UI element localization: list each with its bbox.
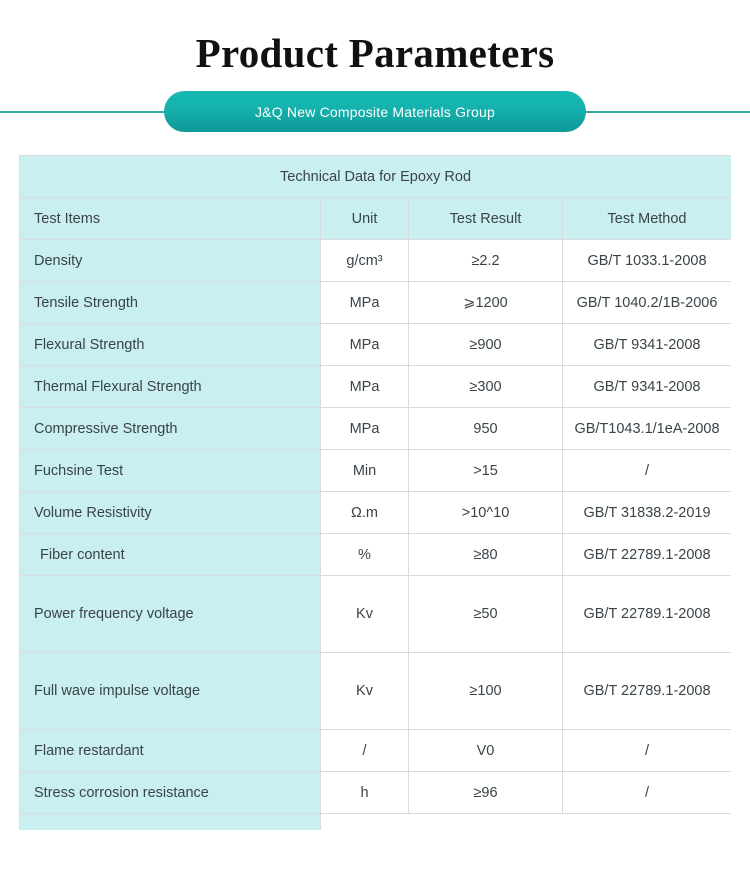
cell-test-method: GB/T 9341-2008 xyxy=(563,324,732,366)
cell-unit: MPa xyxy=(321,324,409,366)
cell-unit: % xyxy=(321,534,409,576)
cell-test-method: / xyxy=(563,730,732,772)
cell-test-method: GB/T 22789.1-2008 xyxy=(563,576,732,653)
cell-unit: MPa xyxy=(321,408,409,450)
badge-container xyxy=(0,91,750,133)
cell-test-method: GB/T 31838.2-2019 xyxy=(563,492,732,534)
cell-test-item: Fiber content xyxy=(20,534,321,576)
page-header xyxy=(0,0,750,140)
column-header-test-method: Test Method xyxy=(563,198,732,240)
cell-test-method: GB/T 9341-2008 xyxy=(563,366,732,408)
cell-test-method: GB/T 1033.1-2008 xyxy=(563,240,732,282)
cell-test-result: >10^10 xyxy=(409,492,563,534)
cell-test-method: / xyxy=(563,772,732,814)
table-row xyxy=(20,408,732,450)
cell-test-result: ≥300 xyxy=(409,366,563,408)
cell-test-item: Flexural Strength xyxy=(20,324,321,366)
column-header-test-result: Test Result xyxy=(409,198,563,240)
cell-test-item-clipped xyxy=(20,814,321,831)
table-header-row xyxy=(20,198,732,240)
cell-test-item: Density xyxy=(20,240,321,282)
cell-test-result: >15 xyxy=(409,450,563,492)
cell-test-result: ≥80 xyxy=(409,534,563,576)
cell-unit: Ω.m xyxy=(321,492,409,534)
cell-test-item: Full wave impulse voltage xyxy=(20,653,321,730)
company-badge-label: J&Q New Composite Materials Group xyxy=(254,103,495,120)
spec-table xyxy=(19,155,731,830)
cell-unit: Min xyxy=(321,450,409,492)
cell-test-result: 950 xyxy=(409,408,563,450)
cell-test-item: Fuchsine Test xyxy=(20,450,321,492)
cell-test-method: / xyxy=(563,450,732,492)
cell-unit: h xyxy=(321,772,409,814)
table-row-clipped xyxy=(20,814,732,831)
column-header-unit: Unit xyxy=(321,198,409,240)
cell-test-result: V0 xyxy=(409,730,563,772)
table-row xyxy=(20,730,732,772)
table-row xyxy=(20,450,732,492)
spec-table-container xyxy=(19,155,731,830)
page-title: Product Parameters xyxy=(195,30,555,76)
cell-test-item: Stress corrosion resistance xyxy=(20,772,321,814)
cell-test-method-clipped xyxy=(563,814,732,831)
cell-unit: MPa xyxy=(321,366,409,408)
cell-test-item: Volume Resistivity xyxy=(20,492,321,534)
cell-unit: Kv xyxy=(321,653,409,730)
cell-test-result: ≥2.2 xyxy=(409,240,563,282)
cell-test-method: GB/T 22789.1-2008 xyxy=(563,653,732,730)
table-row xyxy=(20,772,732,814)
table-row xyxy=(20,324,732,366)
cell-test-item: Power frequency voltage xyxy=(20,576,321,653)
cell-test-result: ≥96 xyxy=(409,772,563,814)
cell-test-item: Tensile Strength xyxy=(20,282,321,324)
company-badge xyxy=(164,91,586,132)
cell-test-result: ≥100 xyxy=(409,653,563,730)
cell-test-item: Compressive Strength xyxy=(20,408,321,450)
table-row xyxy=(20,653,732,730)
cell-unit: g/cm³ xyxy=(321,240,409,282)
table-row xyxy=(20,534,732,576)
cell-test-item: Flame restardant xyxy=(20,730,321,772)
cell-unit: MPa xyxy=(321,282,409,324)
cell-test-result: ⩾1200 xyxy=(409,282,563,324)
column-header-test-items: Test Items xyxy=(20,198,321,240)
table-row xyxy=(20,576,732,653)
cell-unit: / xyxy=(321,730,409,772)
cell-test-method: GB/T 1040.2/1B-2006 xyxy=(563,282,732,324)
cell-unit-clipped xyxy=(321,814,409,831)
table-row xyxy=(20,366,732,408)
cell-test-item: Thermal Flexural Strength xyxy=(20,366,321,408)
table-row xyxy=(20,240,732,282)
cell-test-method: GB/T 22789.1-2008 xyxy=(563,534,732,576)
cell-test-result: ≥900 xyxy=(409,324,563,366)
cell-test-result: ≥50 xyxy=(409,576,563,653)
table-row xyxy=(20,492,732,534)
cell-unit: Kv xyxy=(321,576,409,653)
cell-test-method: GB/T1043.1/1eA-2008 xyxy=(563,408,732,450)
spec-table-body xyxy=(20,156,732,831)
cell-test-result-clipped xyxy=(409,814,563,831)
table-caption-row xyxy=(20,156,732,198)
table-row xyxy=(20,282,732,324)
table-caption: Technical Data for Epoxy Rod xyxy=(20,156,732,198)
